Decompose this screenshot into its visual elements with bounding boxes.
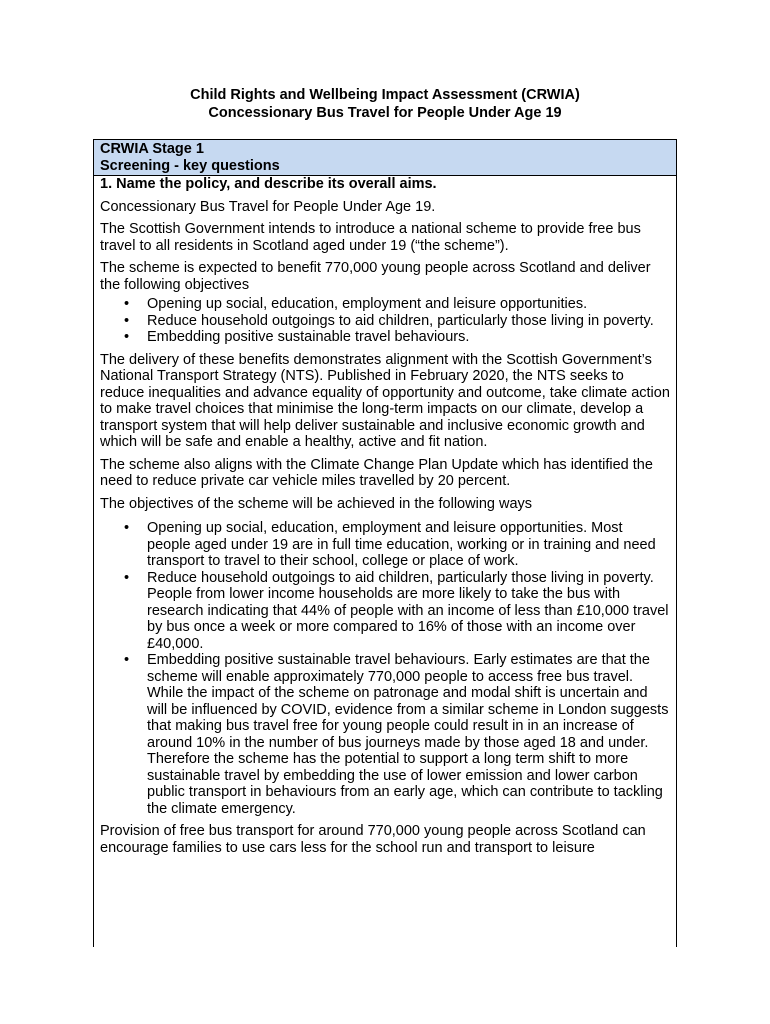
table-body — [94, 176, 676, 856]
list-item — [100, 329, 670, 346]
bullet-icon: • — [124, 296, 130, 312]
document-title — [0, 86, 770, 122]
header-screening: Screening - key questions — [100, 157, 280, 174]
list-item — [100, 652, 670, 817]
nts-alignment: The delivery of these benefits demonstrates alignment with the Scottish Government’s National Transport Strategy (NTS). Published in February 2020, the NTS seeks to reduce inequalities and advance equality of opportunity and outcome, take climate action to make travel choices that minimise the long-term impacts on our climate, develop a transport system that will help deliver sustainable and inclusive economic growth and which will be safe and enable a healthy, active and fit nation. — [100, 351, 670, 450]
list-item — [100, 313, 670, 330]
way-text: Embedding positive sustainable travel behaviours. Early estimates are that the scheme will enable approximately 770,000 people to access free bus travel. While the impact of the scheme on patronage and modal shift is uncertain and will be influenced by COVID, evidence from a similar scheme in London suggests that making bus travel free for young people could result in in an increase of around 10% in the number of bus journeys made by those aged 18 and under. Therefore the scheme has the potential to support a long term shift to more sustainable travel by embedding the use of lower emission and lower carbon public transport in behaviours from an early age, which can contribute to tackling the climate emergency. — [147, 652, 669, 817]
objective-text: Opening up social, education, employment and leisure opportunities. — [147, 296, 588, 312]
question-1: 1. Name the policy, and describe its overall aims. — [100, 176, 437, 192]
list-item — [100, 520, 670, 570]
free-bus-provision: Provision of free bus transport for around 770,000 young people across Scotland can encourage families to use cars less for the school run and transport to leisure — [100, 823, 646, 856]
objectives-list — [100, 296, 670, 346]
list-item — [100, 296, 670, 313]
objective-text: Embedding positive sustainable travel behaviours. — [147, 329, 470, 345]
bullet-icon: • — [124, 569, 130, 586]
ways-intro: The objectives of the scheme will be achieved in the following ways — [100, 495, 533, 512]
title-line-1: Child Rights and Wellbeing Impact Assessment (CRWIA) — [190, 87, 580, 103]
bullet-icon: • — [124, 520, 130, 536]
policy-name: Concessionary Bus Travel for People Under Age 19. — [100, 198, 436, 215]
table-header — [94, 140, 676, 176]
objective-text: Reduce household outgoings to aid children, particularly those living in poverty. — [147, 312, 654, 329]
way-text: Reduce household outgoings to aid children, particularly those living in poverty. People from lower income households are more likely to take the bus with research indicating that 44% of people with an income of less than £10,000 travel by bus once a week or more compared to 16% of those with an income over £40,000. — [147, 569, 669, 652]
policy-benefit: The scheme is expected to benefit 770,000 young people across Scotland and deliver the following objectives — [100, 260, 651, 293]
policy-intro: The Scottish Government intends to introduce a national scheme to provide free bus travel to all residents in Scotland aged under 19 (“the scheme”). — [100, 221, 641, 254]
bullet-icon: • — [124, 652, 130, 668]
bullet-icon: • — [124, 329, 130, 345]
title-line-2: Concessionary Bus Travel for People Under Age 19 — [208, 105, 562, 121]
header-stage: CRWIA Stage 1 — [100, 141, 204, 157]
ways-list — [100, 520, 670, 817]
bullet-icon: • — [124, 312, 130, 329]
list-item — [100, 570, 670, 653]
climate-alignment: The scheme also aligns with the Climate Change Plan Update which has identified the need to reduce private car vehicle miles travelled by 20 percent. — [100, 456, 653, 489]
way-text: Opening up social, education, employment and leisure opportunities. Most people aged under 19 are in full time education, working or in training and need transport to travel to their school, college or place of work. — [147, 520, 656, 569]
crwia-stage-1-table — [93, 139, 677, 947]
